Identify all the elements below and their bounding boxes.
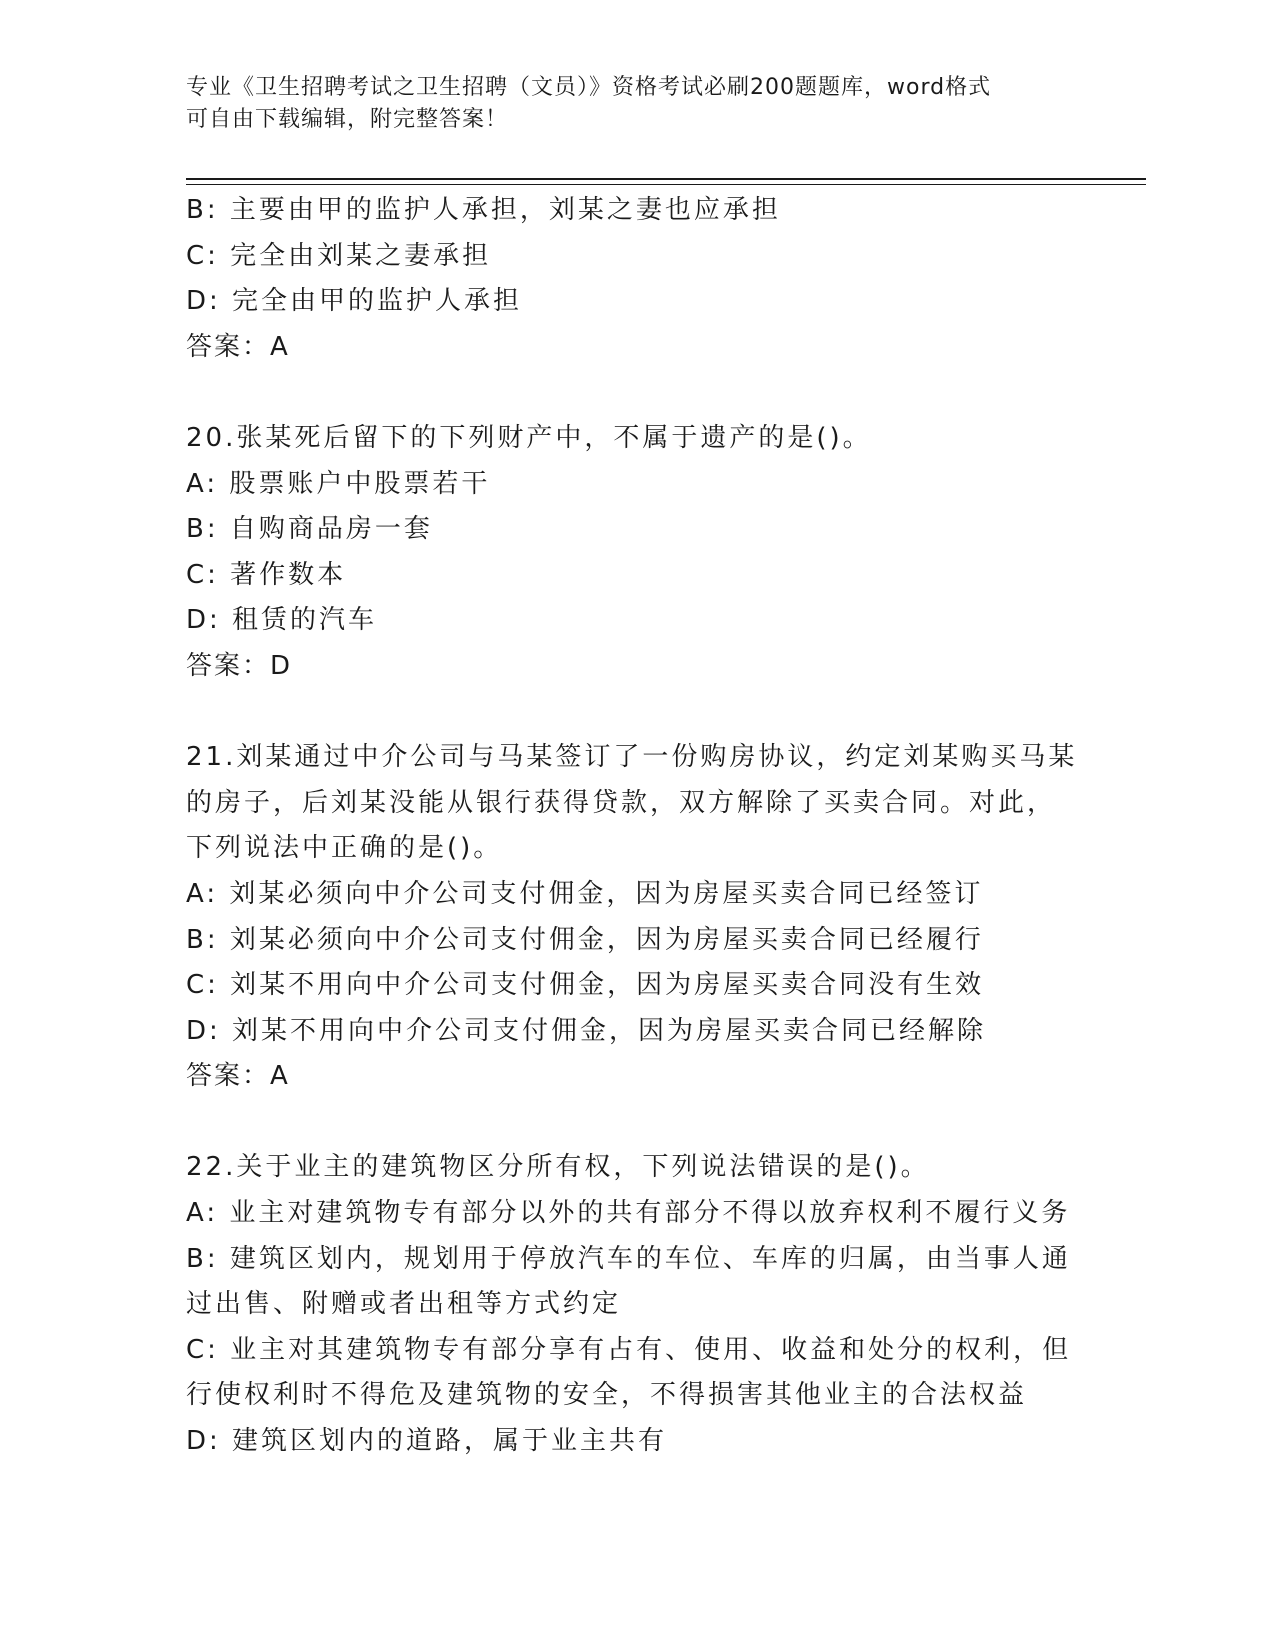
option-a: A: 股票账户中股票若干 [186, 468, 491, 499]
spacer [186, 1100, 1086, 1146]
question-21 [186, 735, 1086, 1100]
option-c: C: 著作数本 [186, 559, 347, 590]
option-b: B: 刘某必须向中介公司支付佣金，因为房屋买卖合同已经履行 [186, 924, 984, 955]
header-line-1: 专业《卫生招聘考试之卫生招聘（文员）》资格考试必刷200题题库，word格式 [186, 75, 992, 100]
option-a: A: 刘某必须向中介公司支付佣金，因为房屋买卖合同已经签订 [186, 878, 984, 909]
option-b: B: 主要由甲的监护人承担，刘某之妻也应承担 [186, 195, 781, 225]
option-a: A: 业主对建筑物专有部分以外的共有部分不得以放弃权利不履行义务 [186, 1198, 1071, 1229]
question-19-tail [186, 188, 1086, 370]
header-line-2: 可自由下载编辑，附完整答案！ [186, 107, 509, 132]
option-d: D: 完全由甲的监护人承担 [186, 286, 523, 317]
option-c: C: 刘某不用向中介公司支付佣金，因为房屋买卖合同没有生效 [186, 970, 985, 1001]
answer: 答案：D [186, 650, 293, 681]
question-20 [186, 416, 1086, 690]
option-d: D: 租赁的汽车 [186, 605, 378, 636]
spacer [186, 370, 1086, 416]
option-d: D: 刘某不用向中介公司支付佣金，因为房屋买卖合同已经解除 [186, 1015, 987, 1046]
question-stem: 21.刘某通过中介公司与马某签订了一份购房协议，约定刘某购买马某 [186, 742, 1078, 773]
spacer [186, 690, 1086, 736]
document-body [186, 188, 1086, 1465]
page-header [186, 72, 1076, 136]
option-c: C: 完全由刘某之妻承担 [186, 240, 492, 271]
header-rule-thin [186, 184, 1146, 185]
question-stem: 20.张某死后留下的下列财产中，不属于遗产的是()。 [186, 422, 872, 453]
option-c: C: 业主对其建筑物专有部分享有占有、使用、收益和处分的权利，但 [186, 1334, 1072, 1365]
option-b-continued: 过出售、附赠或者出租等方式约定 [186, 1289, 622, 1320]
header-rule-thick [186, 178, 1146, 180]
option-b: B: 自购商品房一套 [186, 514, 433, 545]
option-c-continued: 行使权利时不得危及建筑物的安全，不得损害其他业主的合法权益 [186, 1380, 1028, 1411]
question-stem: 22.关于业主的建筑物区分所有权，下列说法错误的是()。 [186, 1152, 930, 1183]
answer: 答案：A [186, 1061, 290, 1092]
question-stem: 下列说法中正确的是()。 [186, 833, 503, 864]
question-22 [186, 1145, 1086, 1464]
option-d: D: 建筑区划内的道路，属于业主共有 [186, 1426, 668, 1457]
answer: 答案：A [186, 331, 290, 362]
option-b: B: 建筑区划内，规划用于停放汽车的车位、车库的归属，由当事人通 [186, 1243, 1071, 1274]
question-stem: 的房子，后刘某没能从银行获得贷款，双方解除了买卖合同。对此， [186, 787, 1057, 818]
